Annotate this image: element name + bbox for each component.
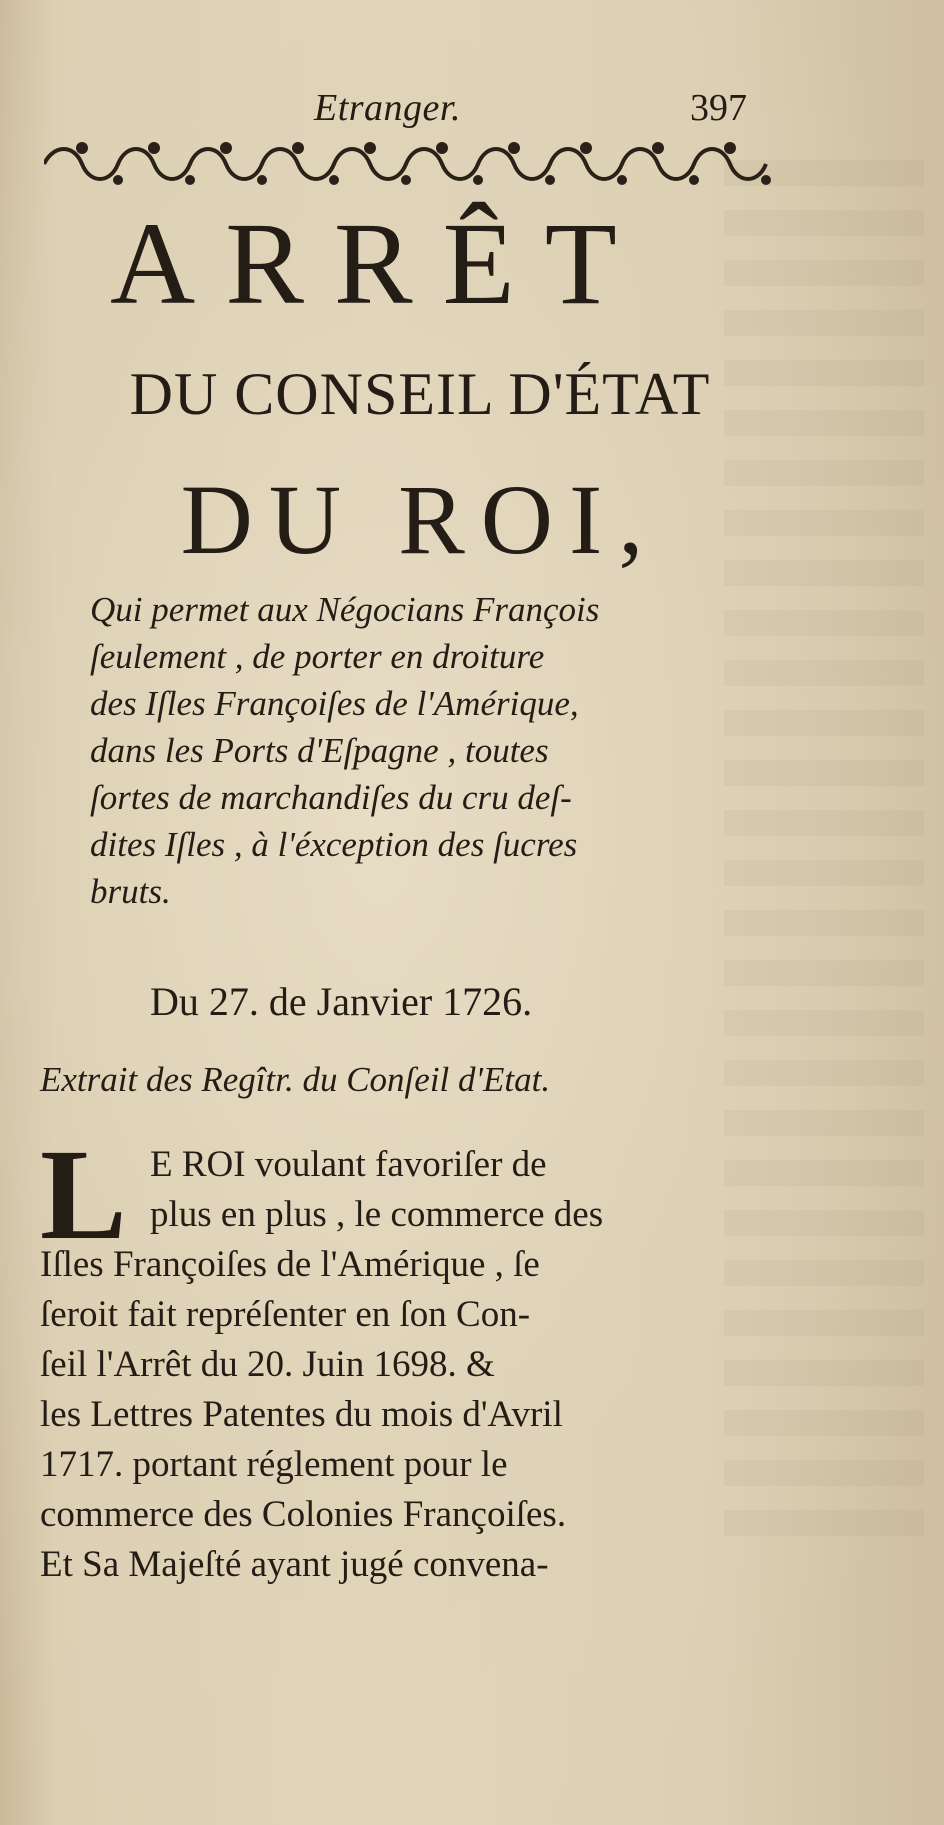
date-line: Du 27. de Janvier 1726. <box>150 979 533 1024</box>
body-line: Et Sa Majeſté ayant jugé convena- <box>40 1544 549 1585</box>
summary-line: ſortes de marchandiſes du cru deſ- <box>90 778 572 817</box>
body-line: les Lettres Patentes du mois d'Avril <box>40 1394 563 1435</box>
summary-line: des Iſles Françoiſes de l'Amérique, <box>90 684 579 723</box>
summary-line: Qui permet aux Négocians François <box>90 590 600 629</box>
summary-line: ſeulement , de porter en droiture <box>90 637 545 676</box>
title-arret: ARRÊT <box>110 198 647 329</box>
fleuron-ornament-band <box>44 134 778 192</box>
body-line: 1717. portant réglement pour le <box>40 1444 508 1485</box>
running-head: Etranger. <box>314 87 461 129</box>
title-conseil-detat: DU CONSEIL D'ÉTAT <box>129 361 711 427</box>
extract-heading: Extrait des Regîtr. du Conſeil d'Etat. <box>40 1060 551 1099</box>
summary-line: bruts. <box>90 872 171 911</box>
page-number: 397 <box>690 87 747 129</box>
summary-line: dans les Ports d'Eſpagne , toutes <box>90 731 549 770</box>
title-du-roi: DU ROI, <box>180 464 660 575</box>
summary-line: dites Iſles , à l'éxception des ſucres <box>90 825 578 864</box>
body-line: Iſles Françoiſes de l'Amérique , ſe <box>40 1244 540 1285</box>
body-paragraph <box>40 1140 780 1590</box>
body-line: ſeroit fait repréſenter en ſon Con- <box>40 1294 531 1335</box>
body-line: commerce des Colonies Françoiſes. <box>40 1494 567 1535</box>
body-line: E ROI voulant favoriſer de <box>150 1144 547 1185</box>
body-line: plus en plus , le commerce des <box>150 1194 604 1235</box>
body-line: ſeil l'Arrêt du 20. Juin 1698. & <box>40 1344 495 1385</box>
drop-cap: L <box>40 1123 127 1267</box>
summary-paragraph <box>90 586 780 915</box>
